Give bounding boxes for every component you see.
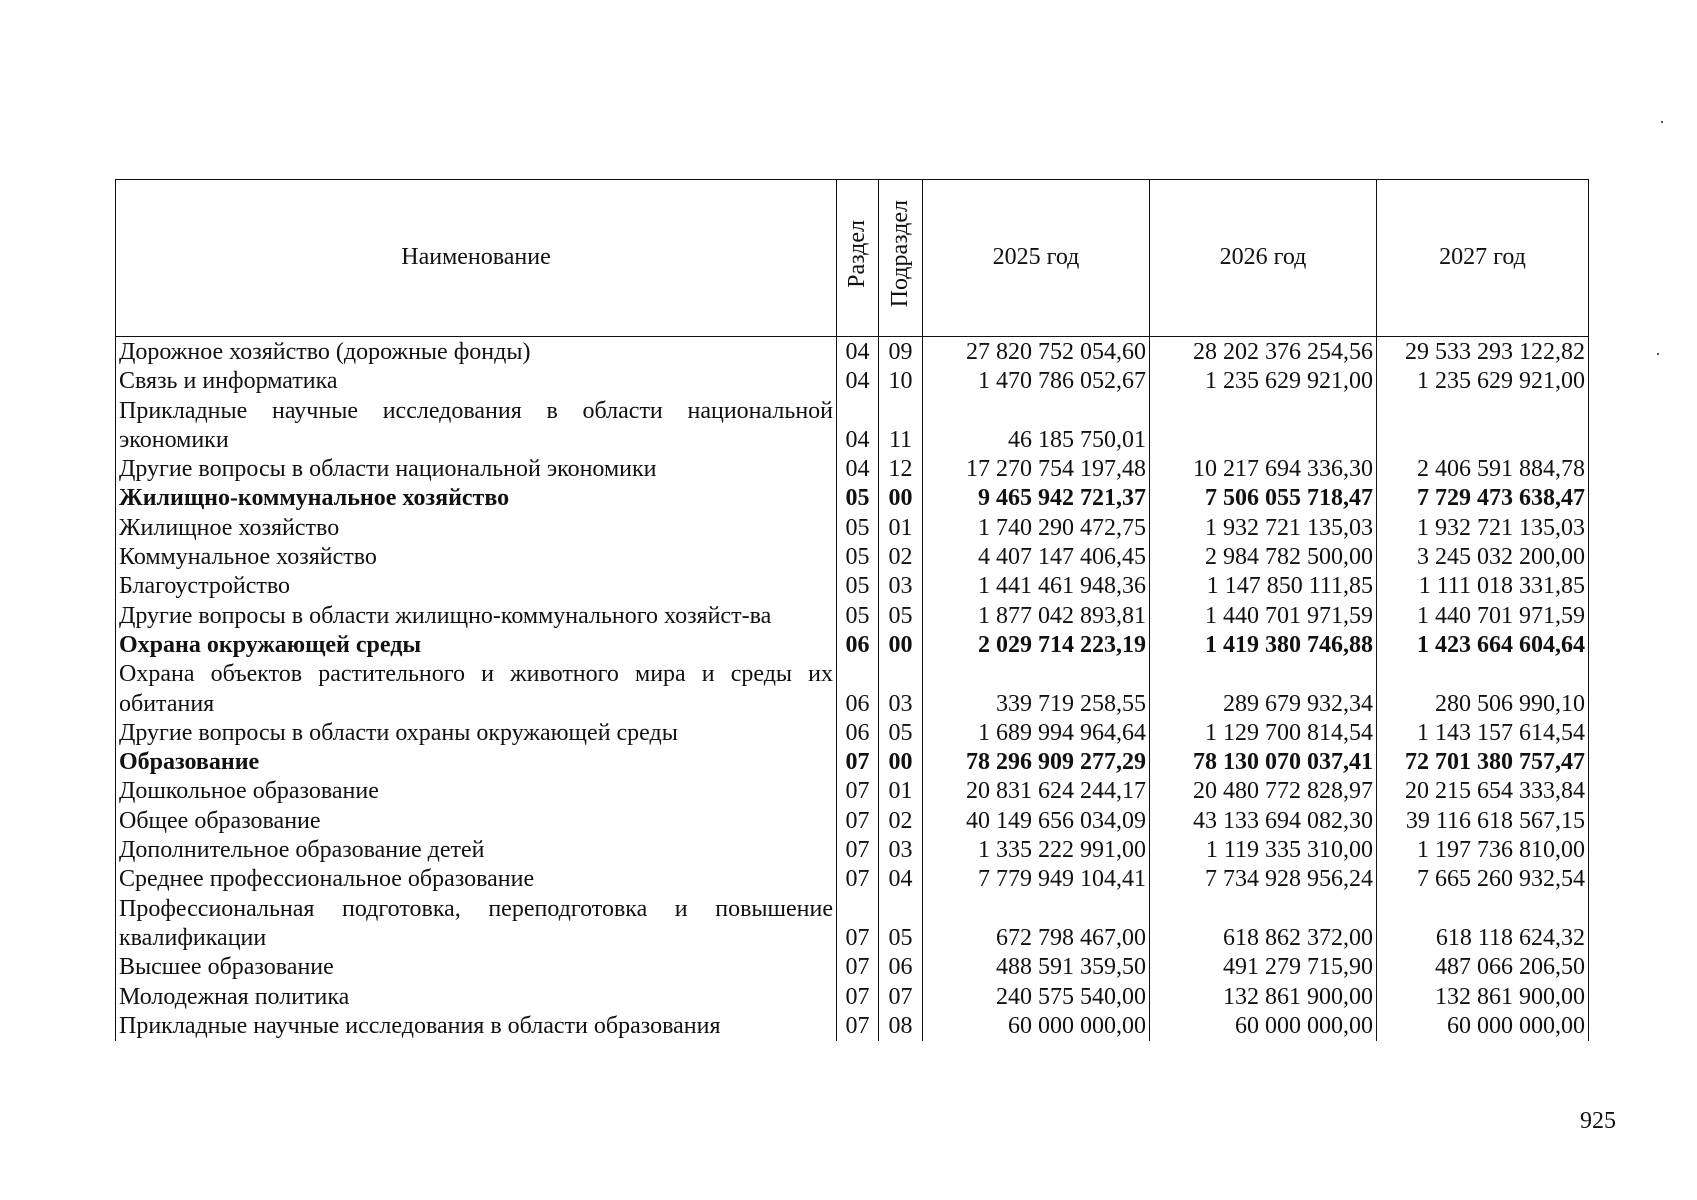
row-section-code: 07	[837, 1012, 879, 1041]
row-subsection-code: 03	[879, 836, 923, 865]
row-amount-2025: 488 591 359,50	[923, 953, 1150, 982]
table-row	[116, 983, 1589, 1012]
row-section-code: 04	[837, 367, 879, 396]
row-subsection-code: 08	[879, 1012, 923, 1041]
row-amount-2026: 78 130 070 037,41	[1150, 748, 1377, 777]
row-amount-2027	[1377, 397, 1589, 456]
row-amount-2027: 618 118 624,32	[1377, 895, 1589, 954]
row-amount-2027: 2 406 591 884,78	[1377, 455, 1589, 484]
row-name: Общее образование	[116, 807, 837, 836]
row-amount-2026: 1 440 701 971,59	[1150, 602, 1377, 631]
row-name: Дошкольное образование	[116, 777, 837, 806]
table-row	[116, 367, 1589, 396]
row-name: Дополнительное образование детей	[116, 836, 837, 865]
row-subsection-code: 07	[879, 983, 923, 1012]
row-amount-2026: 1 129 700 814,54	[1150, 719, 1377, 748]
page-number: 925	[1580, 1108, 1616, 1134]
table-row	[116, 337, 1589, 368]
row-subsection-code: 02	[879, 543, 923, 572]
row-name: Жилищное хозяйство	[116, 514, 837, 543]
row-amount-2025: 2 029 714 223,19	[923, 631, 1150, 660]
table-row	[116, 777, 1589, 806]
row-section-code: 07	[837, 865, 879, 894]
row-amount-2025: 672 798 467,00	[923, 895, 1150, 954]
row-amount-2025: 1 470 786 052,67	[923, 367, 1150, 396]
row-amount-2027: 1 111 018 331,85	[1377, 572, 1589, 601]
row-subsection-code: 09	[879, 337, 923, 368]
row-section-code: 05	[837, 543, 879, 572]
row-amount-2025: 46 185 750,01	[923, 397, 1150, 456]
row-amount-2025: 9 465 942 721,37	[923, 484, 1150, 513]
row-amount-2026: 1 147 850 111,85	[1150, 572, 1377, 601]
row-name: Жилищно-коммунальное хозяйство	[116, 484, 837, 513]
table-row	[116, 953, 1589, 982]
budget-table	[115, 179, 1589, 1041]
row-amount-2025: 1 441 461 948,36	[923, 572, 1150, 601]
row-name: Другие вопросы в области жилищно-коммунального хозяйст-ва	[116, 602, 837, 631]
row-amount-2026: 10 217 694 336,30	[1150, 455, 1377, 484]
row-amount-2026: 1 419 380 746,88	[1150, 631, 1377, 660]
row-subsection-code: 12	[879, 455, 923, 484]
row-amount-2025: 40 149 656 034,09	[923, 807, 1150, 836]
row-amount-2027: 132 861 900,00	[1377, 983, 1589, 1012]
row-amount-2027: 3 245 032 200,00	[1377, 543, 1589, 572]
row-subsection-code: 05	[879, 602, 923, 631]
row-subsection-code: 06	[879, 953, 923, 982]
row-amount-2026: 132 861 900,00	[1150, 983, 1377, 1012]
row-section-code: 07	[837, 748, 879, 777]
row-subsection-code: 03	[879, 572, 923, 601]
row-section-code: 04	[837, 397, 879, 456]
row-section-code: 05	[837, 572, 879, 601]
row-section-code: 06	[837, 631, 879, 660]
row-amount-2026: 20 480 772 828,97	[1150, 777, 1377, 806]
row-name: Связь и информатика	[116, 367, 837, 396]
row-name: Профессиональная подготовка, переподготовка и повышение квалификации	[116, 895, 837, 954]
row-amount-2026: 491 279 715,90	[1150, 953, 1377, 982]
table-row	[116, 602, 1589, 631]
row-amount-2025: 20 831 624 244,17	[923, 777, 1150, 806]
row-amount-2027: 280 506 990,10	[1377, 660, 1589, 719]
row-amount-2025: 78 296 909 277,29	[923, 748, 1150, 777]
row-amount-2026: 1 235 629 921,00	[1150, 367, 1377, 396]
row-amount-2025: 27 820 752 054,60	[923, 337, 1150, 368]
row-name: Прикладные научные исследования в области образования	[116, 1012, 837, 1041]
row-amount-2026: 1 119 335 310,00	[1150, 836, 1377, 865]
row-name: Среднее профессиональное образование	[116, 865, 837, 894]
row-amount-2025: 339 719 258,55	[923, 660, 1150, 719]
table-row	[116, 807, 1589, 836]
row-amount-2027: 1 143 157 614,54	[1377, 719, 1589, 748]
table-row	[116, 397, 1589, 456]
table-row	[116, 514, 1589, 543]
row-name: Прикладные научные исследования в области национальной экономики	[116, 397, 837, 456]
row-subsection-code: 00	[879, 631, 923, 660]
row-name: Другие вопросы в области национальной экономики	[116, 455, 837, 484]
row-section-code: 07	[837, 836, 879, 865]
row-amount-2025: 7 779 949 104,41	[923, 865, 1150, 894]
row-amount-2025: 17 270 754 197,48	[923, 455, 1150, 484]
table-row	[116, 865, 1589, 894]
row-amount-2026: 7 506 055 718,47	[1150, 484, 1377, 513]
row-amount-2027: 39 116 618 567,15	[1377, 807, 1589, 836]
row-amount-2025: 1 689 994 964,64	[923, 719, 1150, 748]
table-row	[116, 748, 1589, 777]
row-amount-2025: 240 575 540,00	[923, 983, 1150, 1012]
row-section-code: 05	[837, 602, 879, 631]
row-amount-2027: 487 066 206,50	[1377, 953, 1589, 982]
row-amount-2027: 1 197 736 810,00	[1377, 836, 1589, 865]
row-section-code: 05	[837, 514, 879, 543]
table-row	[116, 836, 1589, 865]
row-section-code: 06	[837, 660, 879, 719]
scan-artifact: ·	[1659, 112, 1665, 132]
header-subsection-label: Подраздел	[886, 200, 913, 308]
row-subsection-code: 02	[879, 807, 923, 836]
row-subsection-code: 05	[879, 719, 923, 748]
row-amount-2025: 4 407 147 406,45	[923, 543, 1150, 572]
row-name: Другие вопросы в области охраны окружающей среды	[116, 719, 837, 748]
row-amount-2027: 7 665 260 932,54	[1377, 865, 1589, 894]
table-header-row	[116, 180, 1589, 337]
row-subsection-code: 01	[879, 514, 923, 543]
table-body	[116, 337, 1589, 1042]
row-amount-2026: 28 202 376 254,56	[1150, 337, 1377, 368]
row-amount-2027: 7 729 473 638,47	[1377, 484, 1589, 513]
row-section-code: 07	[837, 895, 879, 954]
row-amount-2027: 1 932 721 135,03	[1377, 514, 1589, 543]
row-name: Благоустройство	[116, 572, 837, 601]
table-row	[116, 572, 1589, 601]
row-subsection-code: 11	[879, 397, 923, 456]
row-name: Образование	[116, 748, 837, 777]
row-section-code: 07	[837, 807, 879, 836]
table-row	[116, 484, 1589, 513]
table-row	[116, 660, 1589, 719]
row-amount-2026: 7 734 928 956,24	[1150, 865, 1377, 894]
row-section-code: 06	[837, 719, 879, 748]
row-amount-2025: 1 877 042 893,81	[923, 602, 1150, 631]
row-amount-2026: 1 932 721 135,03	[1150, 514, 1377, 543]
row-section-code: 04	[837, 337, 879, 368]
row-section-code: 07	[837, 983, 879, 1012]
row-subsection-code: 10	[879, 367, 923, 396]
row-amount-2026: 2 984 782 500,00	[1150, 543, 1377, 572]
header-section-label: Раздел	[843, 219, 870, 288]
scan-artifact: ·	[1655, 344, 1661, 364]
row-amount-2026: 60 000 000,00	[1150, 1012, 1377, 1041]
row-amount-2026	[1150, 397, 1377, 456]
header-year-2025: 2025 год	[923, 180, 1150, 337]
header-section	[837, 180, 879, 337]
table-row	[116, 455, 1589, 484]
table-row	[116, 895, 1589, 954]
row-amount-2027: 1 235 629 921,00	[1377, 367, 1589, 396]
row-amount-2025: 60 000 000,00	[923, 1012, 1150, 1041]
row-name: Коммунальное хозяйство	[116, 543, 837, 572]
row-amount-2026: 289 679 932,34	[1150, 660, 1377, 719]
row-section-code: 04	[837, 455, 879, 484]
row-amount-2027: 20 215 654 333,84	[1377, 777, 1589, 806]
row-amount-2025: 1 740 290 472,75	[923, 514, 1150, 543]
row-amount-2027: 1 423 664 604,64	[1377, 631, 1589, 660]
row-name: Охрана окружающей среды	[116, 631, 837, 660]
row-name: Дорожное хозяйство (дорожные фонды)	[116, 337, 837, 368]
table-row	[116, 719, 1589, 748]
row-subsection-code: 03	[879, 660, 923, 719]
header-name: Наименование	[116, 180, 837, 337]
header-subsection	[879, 180, 923, 337]
row-name: Молодежная политика	[116, 983, 837, 1012]
row-amount-2026: 618 862 372,00	[1150, 895, 1377, 954]
table-row	[116, 631, 1589, 660]
header-year-2027: 2027 год	[1377, 180, 1589, 337]
row-amount-2027: 1 440 701 971,59	[1377, 602, 1589, 631]
row-name: Высшее образование	[116, 953, 837, 982]
table-row	[116, 1012, 1589, 1041]
row-subsection-code: 00	[879, 484, 923, 513]
table-row	[116, 543, 1589, 572]
row-subsection-code: 04	[879, 865, 923, 894]
row-amount-2026: 43 133 694 082,30	[1150, 807, 1377, 836]
row-name: Охрана объектов растительного и животного мира и среды их обитания	[116, 660, 837, 719]
row-section-code: 07	[837, 777, 879, 806]
row-amount-2027: 60 000 000,00	[1377, 1012, 1589, 1041]
row-amount-2027: 29 533 293 122,82	[1377, 337, 1589, 368]
row-subsection-code: 01	[879, 777, 923, 806]
row-amount-2025: 1 335 222 991,00	[923, 836, 1150, 865]
row-amount-2027: 72 701 380 757,47	[1377, 748, 1589, 777]
header-year-2026: 2026 год	[1150, 180, 1377, 337]
row-section-code: 07	[837, 953, 879, 982]
row-subsection-code: 00	[879, 748, 923, 777]
row-subsection-code: 05	[879, 895, 923, 954]
row-section-code: 05	[837, 484, 879, 513]
